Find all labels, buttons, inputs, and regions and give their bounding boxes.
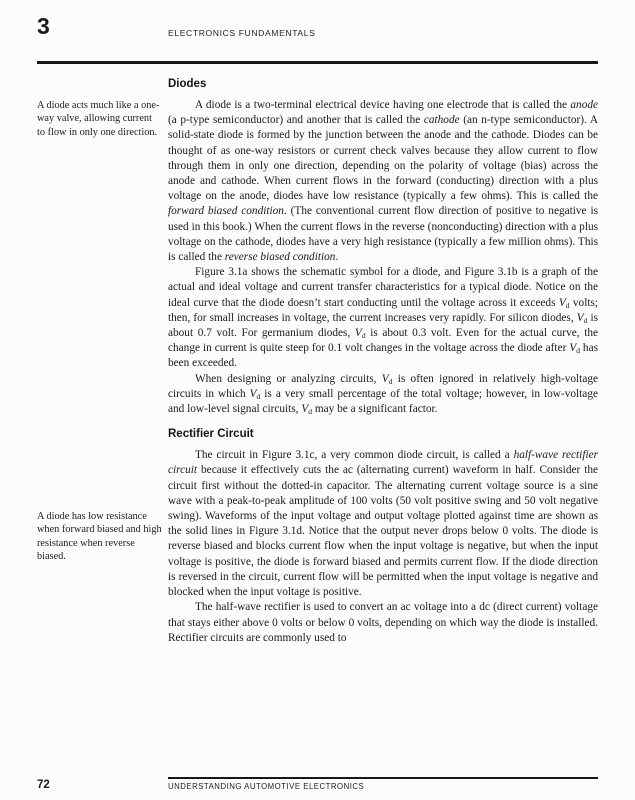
page-number: 72 <box>37 779 50 791</box>
main-text-column <box>168 78 598 646</box>
section-heading-rectifier-circuit: Rectifier Circuit <box>168 428 254 441</box>
footer-book-title: UNDERSTANDING AUTOMOTIVE ELECTRONICS <box>168 782 365 791</box>
margin-note-diode-resistance: A diode has low resistance when forward biased and high resistance when reverse biased. <box>37 511 162 563</box>
paragraph-rectifier-use: The half-wave rectifier is used to convert an ac voltage into a dc (direct current) voltage that stays either above 0 volts or below 0 volts, depending on which way the diode is installed. Rectifier circuits are commonly used to <box>168 601 598 644</box>
footer-rule <box>168 777 598 779</box>
chapter-number: 3 <box>37 13 50 39</box>
header-rule <box>37 61 598 64</box>
paragraph-vd-significance: When designing or analyzing circuits, Vd is often ignored in relatively high-voltage circuits in which Vd is a very small percentage of the total voltage; however, in low-voltage and low-level signal circuits, Vd may be a significant factor. <box>168 372 598 417</box>
running-header: ELECTRONICS FUNDAMENTALS <box>168 28 316 38</box>
paragraph-half-wave-rectifier: The circuit in Figure 3.1c, a very common diode circuit, is called a half-wave rectifier circuit because it effectively cuts the ac (alternating current) waveform in half. Consider the circuit first without the dotted-in capacitor. The alternating current voltage source is a sine wave with a peak-to-peak amplitude of 100 volts (50 volt positive swing and 50 volt negative swing). Waveforms of the input voltage and output voltage plotted against time are shown as the solid lines in Figure 3.1d. Notice that the output never drops below 0 volts. The diode is reverse biased and blocks current flow when the input voltage is negative, but when the input voltage is positive, the diode is forward biased and permits current flow. If the diode direction is reversed in the circuit, current flow will be permitted when the input voltage is negative and blocked when the input voltage is positive. <box>168 449 599 599</box>
paragraph-diode-definition: A diode is a two-terminal electrical device having one electrode that is called the anode (a p-type semiconductor) and another that is called the cathode (an n-type semiconductor). A solid-state diode is formed by the junction between the anode and the cathode. Diodes can be thought of as one-way resistors or current check valves because they allow current to flow through them in only one direction, depending on the polarity of voltage (bias) across the anode and cathode. When current flows in the forward (conducting) direction with a plus voltage on the anode, diodes have low resistance (typically a few ohms). This is called the forward biased condition. (The conventional current flow direction of positive to negative is used in this book.) When the current flows in the reverse (nonconducting) direction with a plus voltage on the cathode, diodes have a very high resistance (typically a few million ohms). This is called the reverse biased condition. <box>168 99 598 264</box>
margin-note-one-way-valve: A diode acts much like a one-way valve, allowing current to flow in only one direction. <box>37 100 160 138</box>
section-heading-diodes: Diodes <box>168 78 207 90</box>
paragraph-diode-characteristics: Figure 3.1a shows the schematic symbol for a diode, and Figure 3.1b is a graph of the actual and ideal voltage and current transfer characteristics for a typical diode. Notice on the ideal curve that the diode doesn’t start conducting until the voltage across it exceeds Vd volts; then, for small increases in voltage, the current increases very rapidly. For silicon diodes, Vd is about 0.7 volt. For germanium diodes, Vd is about 0.3 volt. Even for the actual curve, the change in current is quite steep for 0.1 volt changes in the voltage across the diode after Vd has been exceeded. <box>168 266 598 370</box>
